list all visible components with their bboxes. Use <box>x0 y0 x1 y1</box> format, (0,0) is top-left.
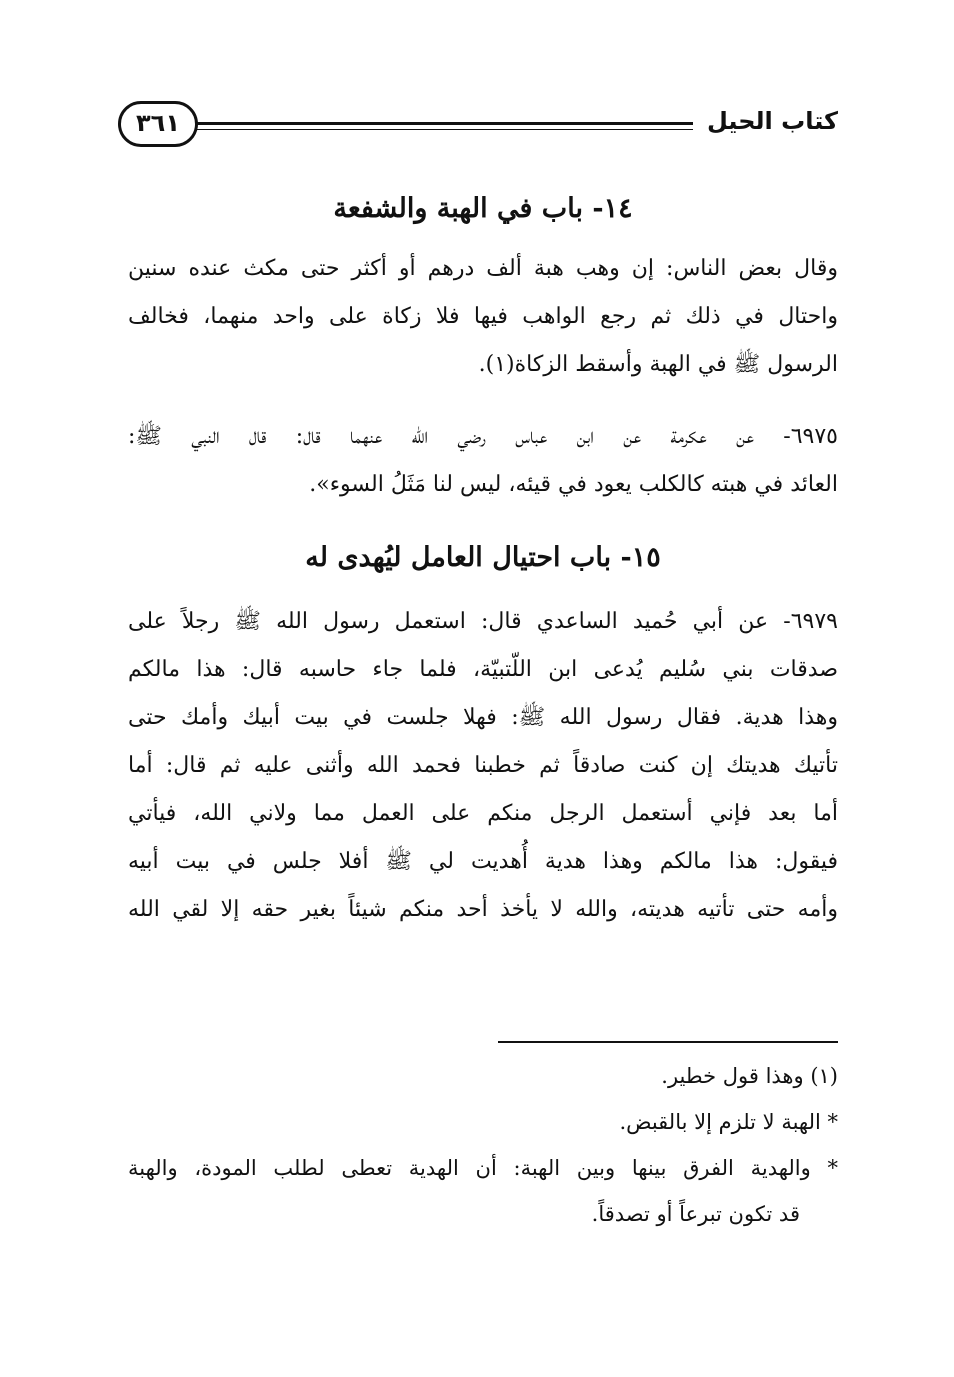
paragraph-line: تأتيك هديتك إن كنت صادقاً ثم خطبنا فحمد الله وأثنى عليه ثم قال: أما <box>128 753 838 778</box>
note-hadiya-continued: قد تكون تبرعاً أو تصدقاً. <box>591 1202 800 1226</box>
footnotes <box>128 1053 838 1237</box>
paragraph-line: الرسول ﷺ في الهبة وأسقط الزكاة(١). <box>478 352 838 377</box>
paragraph-line: وهذا هدية. فقال رسول الله ﷺ: فهلا جلست في بيت أبيك وأمك حتى <box>128 705 838 730</box>
chapter-heading-14: ١٤- باب في الهبة والشفعة <box>333 193 633 224</box>
footnote-1: (١) وهذا قول خطير. <box>661 1064 838 1088</box>
paragraph-line: وأمه حتى تأتيه هديته، والله لا يأخذ أحد منكم شيئاً بغير حقه إلا لقي الله <box>128 897 838 922</box>
header-rule-thin <box>196 129 693 130</box>
hadith-6975 <box>128 413 838 509</box>
paragraph-line: ٦٩٧٥- عن عكرمة عن ابن عباس رضي الله عنهما قال: قال النبي ﷺ: <box>128 424 838 449</box>
paragraph-line: واحتال في ذلك ثم رجع الواهب فيها فلا زكاة على واحد منهما، فخالف <box>128 304 838 329</box>
paragraph-line: أما بعد فإني أستعمل الرجل منكم على العمل مما ولاني الله، فيأتي <box>128 801 838 826</box>
paragraph-hiba-trick <box>128 245 838 389</box>
running-header <box>118 100 838 154</box>
paragraph-line: العائد في هبته كالكلب يعود في قيئه، ليس لنا مَثَلُ السوء». <box>309 472 838 497</box>
chapter-heading-15: ١٥- باب احتيال العامل ليُهدى له <box>305 542 661 573</box>
note-hadiya: * والهدية الفرق بينها وبين الهبة: أن الهدية تعطى لطلب المودة، والهبة <box>128 1156 838 1180</box>
header-rule <box>196 122 693 125</box>
paragraph-line: وقال بعض الناس: إن وهب هبة ألف درهم أو أكثر حتى مكث عنده سنين <box>128 256 838 281</box>
paragraph-line: فيقول: هذا مالكم وهذا هدية أُهديت لي ﷺ أفلا جلس في بيت أبيه <box>128 849 838 874</box>
footnote-separator <box>498 1041 838 1043</box>
paragraph-line: ٦٩٧٩- عن أبي حُميد الساعدي قال: استعمل رسول الله ﷺ رجلاً على <box>128 609 838 634</box>
paragraph-line: صدقات بني سُليم يُدعى ابن اللّتبيّة، فلما جاء حاسبه قال: هذا مالكم <box>128 657 838 682</box>
hadith-6979 <box>128 598 838 934</box>
page-number: ٣٦١ <box>118 101 198 147</box>
book-title: كتاب الحيل <box>707 107 838 135</box>
note-hiba: * الهبة لا تلزم إلا بالقبض. <box>619 1110 838 1134</box>
